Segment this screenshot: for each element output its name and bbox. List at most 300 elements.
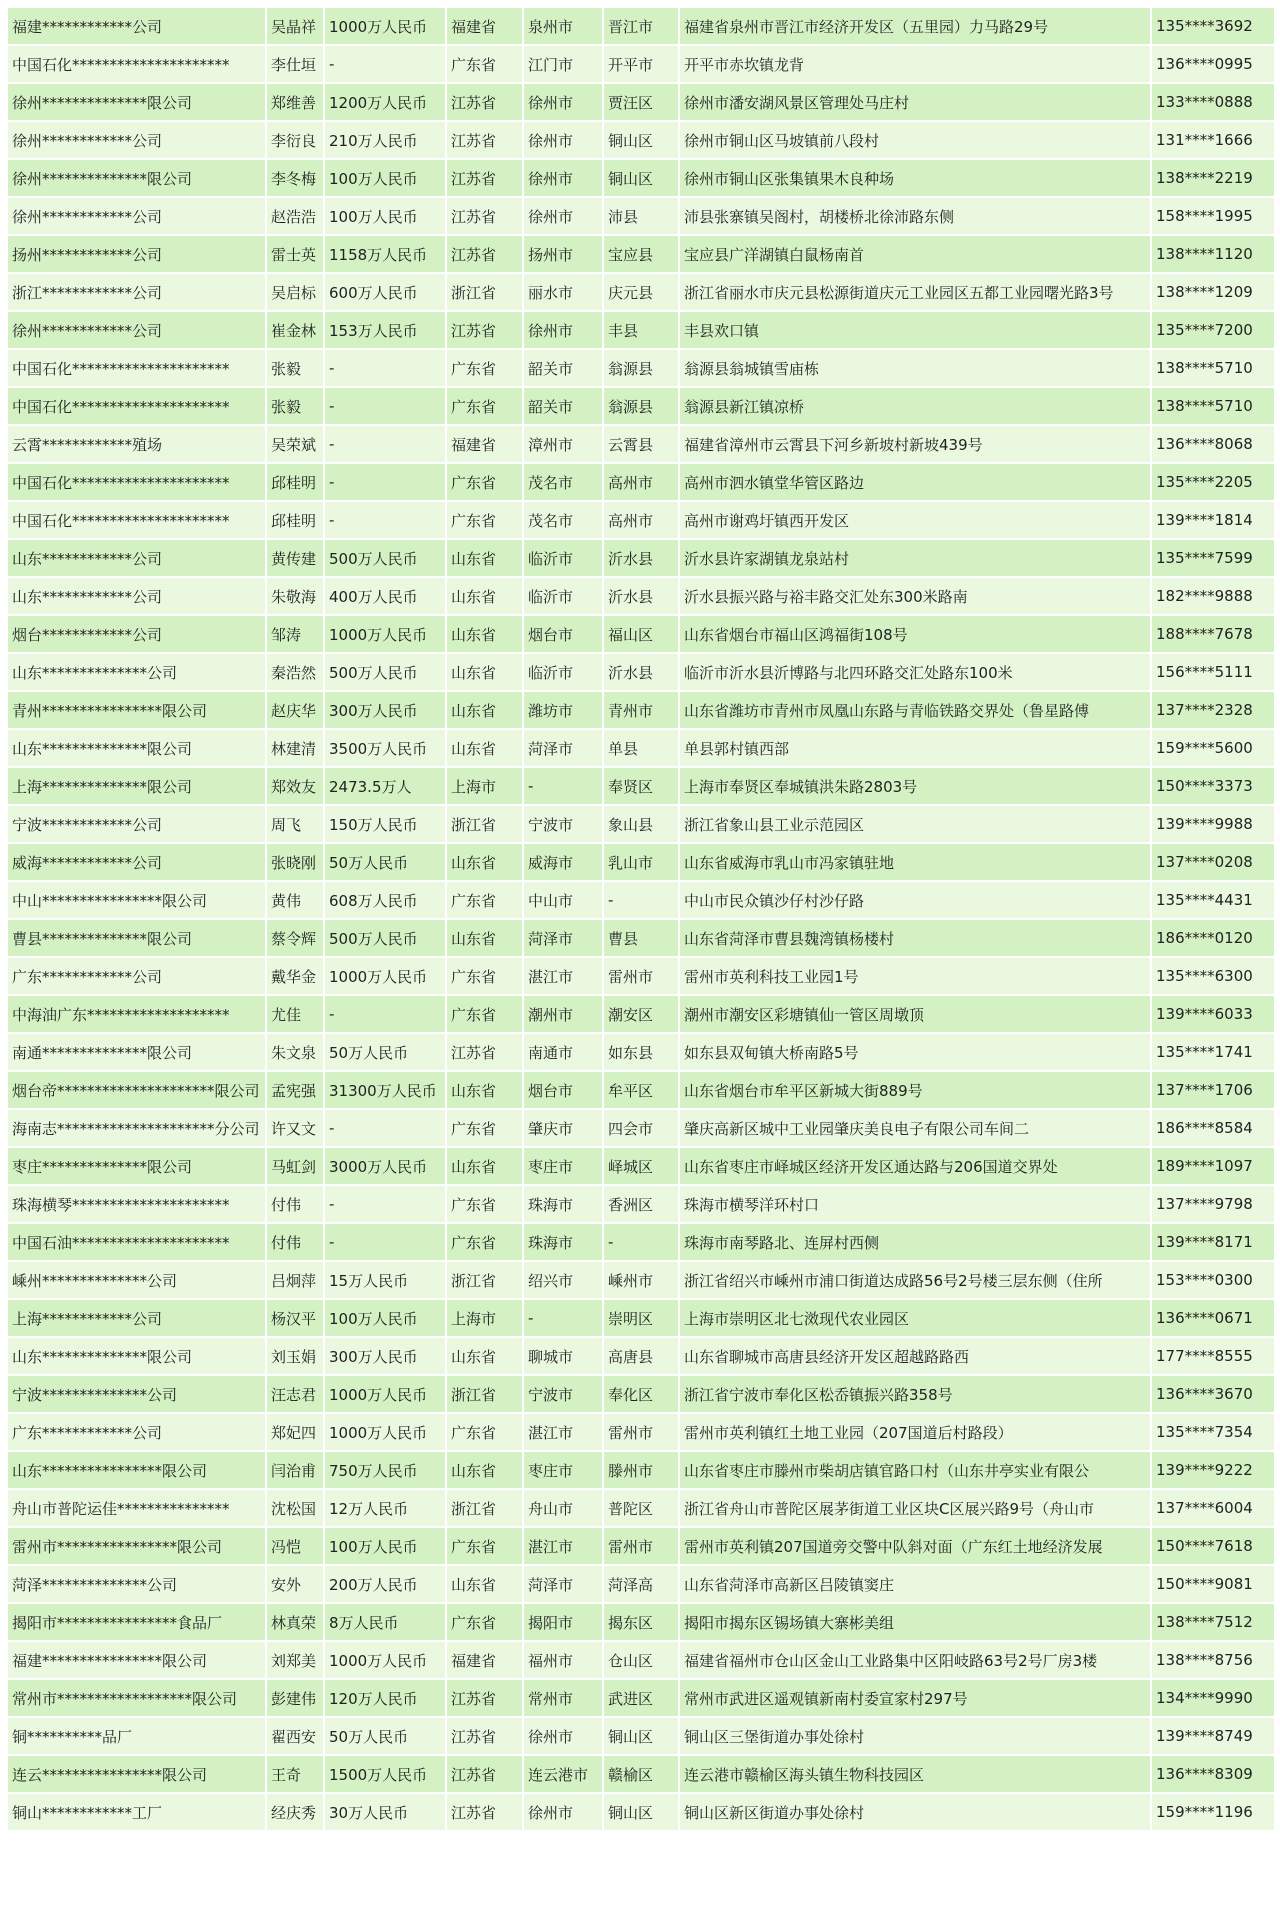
registered-capital-cell: -	[325, 464, 445, 500]
registered-capital-cell: -	[325, 388, 445, 424]
address-cell: 珠海市横琴洋环村口	[680, 1186, 1150, 1222]
address-cell: 雷州市英利科技工业园1号	[680, 958, 1150, 994]
city-cell: 徐州市	[524, 160, 602, 196]
registered-capital-cell: 50万人民币	[325, 1718, 445, 1754]
registered-capital-cell: 100万人民币	[325, 160, 445, 196]
phone-cell: 135****3692	[1152, 8, 1274, 44]
address-cell: 雷州市英利镇207国道旁交警中队斜对面（广东红土地经济发展	[680, 1528, 1150, 1564]
province-cell: 山东省	[447, 540, 522, 576]
city-cell: 揭阳市	[524, 1604, 602, 1640]
phone-cell: 177****8555	[1152, 1338, 1274, 1374]
city-cell: 烟台市	[524, 1072, 602, 1108]
phone-cell: 136****8309	[1152, 1756, 1274, 1792]
province-cell: 浙江省	[447, 1376, 522, 1412]
province-cell: 广东省	[447, 1186, 522, 1222]
company-name-cell: 连云****************限公司	[8, 1756, 265, 1792]
phone-cell: 138****8756	[1152, 1642, 1274, 1678]
contact-person-cell: 林建清	[267, 730, 323, 766]
company-name-cell: 中国石化*********************	[8, 502, 265, 538]
phone-cell: 139****8171	[1152, 1224, 1274, 1260]
company-name-cell: 山东************公司	[8, 540, 265, 576]
phone-cell: 150****7618	[1152, 1528, 1274, 1564]
district-cell: 奉化区	[604, 1376, 678, 1412]
contact-person-cell: 王奇	[267, 1756, 323, 1792]
table-row	[8, 1794, 1274, 1830]
district-cell: 崇明区	[604, 1300, 678, 1336]
address-cell: 浙江省绍兴市嵊州市浦口街道达成路56号2号楼三层东侧（住所	[680, 1262, 1150, 1298]
district-cell: 晋江市	[604, 8, 678, 44]
district-cell: 嵊州市	[604, 1262, 678, 1298]
address-cell: 翁源县新江镇凉桥	[680, 388, 1150, 424]
city-cell: 徐州市	[524, 198, 602, 234]
district-cell: 潮安区	[604, 996, 678, 1032]
city-cell: 枣庄市	[524, 1148, 602, 1184]
contact-person-cell: 吴晶祥	[267, 8, 323, 44]
registered-capital-cell: 1000万人民币	[325, 8, 445, 44]
registered-capital-cell: 100万人民币	[325, 198, 445, 234]
district-cell: 牟平区	[604, 1072, 678, 1108]
table-row	[8, 920, 1274, 956]
phone-cell: 188****7678	[1152, 616, 1274, 652]
registered-capital-cell: 1000万人民币	[325, 958, 445, 994]
phone-cell: 135****7354	[1152, 1414, 1274, 1450]
registered-capital-cell: 600万人民币	[325, 274, 445, 310]
district-cell: 庆元县	[604, 274, 678, 310]
phone-cell: 136****0671	[1152, 1300, 1274, 1336]
phone-cell: 136****0995	[1152, 46, 1274, 82]
address-cell: 潮州市潮安区彩塘镇仙一管区周墩顶	[680, 996, 1150, 1032]
address-cell: 丰县欢口镇	[680, 312, 1150, 348]
contact-person-cell: 吴荣斌	[267, 426, 323, 462]
table-row	[8, 1300, 1274, 1336]
table-row	[8, 996, 1274, 1032]
phone-cell: 139****6033	[1152, 996, 1274, 1032]
city-cell: 湛江市	[524, 1414, 602, 1450]
city-cell: 湛江市	[524, 1528, 602, 1564]
province-cell: 浙江省	[447, 1490, 522, 1526]
contact-person-cell: 刘玉娟	[267, 1338, 323, 1374]
table-row	[8, 160, 1274, 196]
address-cell: 上海市崇明区北七滧现代农业园区	[680, 1300, 1150, 1336]
company-name-cell: 徐州************公司	[8, 198, 265, 234]
company-name-cell: 广东************公司	[8, 1414, 265, 1450]
district-cell: 沛县	[604, 198, 678, 234]
province-cell: 江苏省	[447, 198, 522, 234]
city-cell: 丽水市	[524, 274, 602, 310]
table-row	[8, 464, 1274, 500]
table-row	[8, 1452, 1274, 1488]
registered-capital-cell: 100万人民币	[325, 1300, 445, 1336]
table-row	[8, 540, 1274, 576]
city-cell: 宁波市	[524, 1376, 602, 1412]
contact-person-cell: 安外	[267, 1566, 323, 1602]
registered-capital-cell: -	[325, 46, 445, 82]
city-cell: 江门市	[524, 46, 602, 82]
address-cell: 山东省聊城市高唐县经济开发区超越路路西	[680, 1338, 1150, 1374]
registered-capital-cell: 120万人民币	[325, 1680, 445, 1716]
company-name-cell: 徐州**************限公司	[8, 160, 265, 196]
province-cell: 山东省	[447, 692, 522, 728]
table-row	[8, 692, 1274, 728]
company-name-cell: 宁波**************公司	[8, 1376, 265, 1412]
phone-cell: 139****9222	[1152, 1452, 1274, 1488]
phone-cell: 138****2219	[1152, 160, 1274, 196]
phone-cell: 135****7599	[1152, 540, 1274, 576]
city-cell: 湛江市	[524, 958, 602, 994]
company-name-cell: 福建************公司	[8, 8, 265, 44]
phone-cell: 158****1995	[1152, 198, 1274, 234]
address-cell: 福建省漳州市云霄县下河乡新坡村新坡439号	[680, 426, 1150, 462]
registered-capital-cell: -	[325, 426, 445, 462]
city-cell: 菏泽市	[524, 920, 602, 956]
district-cell: 丰县	[604, 312, 678, 348]
address-cell: 铜山区新区街道办事处徐村	[680, 1794, 1150, 1830]
district-cell: 象山县	[604, 806, 678, 842]
address-cell: 福建省泉州市晋江市经济开发区（五里园）力马路29号	[680, 8, 1150, 44]
city-cell: 徐州市	[524, 1794, 602, 1830]
company-name-cell: 南通**************限公司	[8, 1034, 265, 1070]
table-row	[8, 1148, 1274, 1184]
registered-capital-cell: -	[325, 1186, 445, 1222]
registered-capital-cell: 750万人民币	[325, 1452, 445, 1488]
address-cell: 开平市赤坎镇龙背	[680, 46, 1150, 82]
table-row	[8, 1756, 1274, 1792]
district-cell: 揭东区	[604, 1604, 678, 1640]
address-cell: 沂水县振兴路与裕丰路交汇处东300米路南	[680, 578, 1150, 614]
province-cell: 广东省	[447, 388, 522, 424]
contact-person-cell: 刘郑美	[267, 1642, 323, 1678]
address-cell: 珠海市南琴路北、连屏村西侧	[680, 1224, 1150, 1260]
table-row	[8, 312, 1274, 348]
district-cell: 福山区	[604, 616, 678, 652]
address-cell: 沂水县许家湖镇龙泉站村	[680, 540, 1150, 576]
contact-person-cell: 许又文	[267, 1110, 323, 1146]
district-cell: 宝应县	[604, 236, 678, 272]
phone-cell: 135****7200	[1152, 312, 1274, 348]
company-name-cell: 烟台帝*********************限公司	[8, 1072, 265, 1108]
phone-cell: 139****8749	[1152, 1718, 1274, 1754]
district-cell: 奉贤区	[604, 768, 678, 804]
province-cell: 广东省	[447, 502, 522, 538]
table-row	[8, 768, 1274, 804]
company-name-cell: 广东************公司	[8, 958, 265, 994]
company-table	[6, 6, 1276, 1832]
province-cell: 浙江省	[447, 274, 522, 310]
province-cell: 山东省	[447, 730, 522, 766]
contact-person-cell: 沈松国	[267, 1490, 323, 1526]
district-cell: 开平市	[604, 46, 678, 82]
table-row	[8, 236, 1274, 272]
registered-capital-cell: 210万人民币	[325, 122, 445, 158]
address-cell: 单县郭村镇西部	[680, 730, 1150, 766]
table-row	[8, 1566, 1274, 1602]
phone-cell: 136****8068	[1152, 426, 1274, 462]
address-cell: 肇庆高新区城中工业园肇庆美良电子有限公司车间二	[680, 1110, 1150, 1146]
contact-person-cell: 郑维善	[267, 84, 323, 120]
district-cell: 单县	[604, 730, 678, 766]
company-name-cell: 徐州************公司	[8, 312, 265, 348]
district-cell: 赣榆区	[604, 1756, 678, 1792]
phone-cell: 135****6300	[1152, 958, 1274, 994]
registered-capital-cell: -	[325, 502, 445, 538]
address-cell: 徐州市铜山区张集镇果木良种场	[680, 160, 1150, 196]
table-row	[8, 654, 1274, 690]
contact-person-cell: 赵庆华	[267, 692, 323, 728]
phone-cell: 139****9988	[1152, 806, 1274, 842]
address-cell: 临沂市沂水县沂博路与北四环路交汇处路东100米	[680, 654, 1150, 690]
table-row	[8, 1034, 1274, 1070]
address-cell: 上海市奉贤区奉城镇洪朱路2803号	[680, 768, 1150, 804]
district-cell: 翁源县	[604, 350, 678, 386]
district-cell: -	[604, 1224, 678, 1260]
company-name-cell: 铜山************工厂	[8, 1794, 265, 1830]
table-row	[8, 1528, 1274, 1564]
company-name-cell: 海南志*********************分公司	[8, 1110, 265, 1146]
phone-cell: 156****5111	[1152, 654, 1274, 690]
phone-cell: 137****2328	[1152, 692, 1274, 728]
province-cell: 山东省	[447, 1452, 522, 1488]
address-cell: 山东省威海市乳山市冯家镇驻地	[680, 844, 1150, 880]
phone-cell: 137****6004	[1152, 1490, 1274, 1526]
address-cell: 浙江省舟山市普陀区展茅街道工业区块C区展兴路9号（舟山市	[680, 1490, 1150, 1526]
registered-capital-cell: 300万人民币	[325, 1338, 445, 1374]
phone-cell: 135****1741	[1152, 1034, 1274, 1070]
company-name-cell: 嵊州**************公司	[8, 1262, 265, 1298]
district-cell: 青州市	[604, 692, 678, 728]
table-row	[8, 84, 1274, 120]
province-cell: 广东省	[447, 464, 522, 500]
registered-capital-cell: 1500万人民币	[325, 1756, 445, 1792]
registered-capital-cell: 500万人民币	[325, 920, 445, 956]
province-cell: 广东省	[447, 1604, 522, 1640]
address-cell: 山东省枣庄市滕州市柴胡店镇官路口村（山东井亭实业有限公	[680, 1452, 1150, 1488]
district-cell: 雷州市	[604, 1528, 678, 1564]
company-name-cell: 山东**************公司	[8, 654, 265, 690]
city-cell: 聊城市	[524, 1338, 602, 1374]
province-cell: 江苏省	[447, 122, 522, 158]
company-table-container	[6, 6, 1274, 1832]
registered-capital-cell: 2473.5万人	[325, 768, 445, 804]
city-cell: 临沂市	[524, 654, 602, 690]
table-row	[8, 502, 1274, 538]
city-cell: 宁波市	[524, 806, 602, 842]
registered-capital-cell: 300万人民币	[325, 692, 445, 728]
table-row	[8, 388, 1274, 424]
table-row	[8, 198, 1274, 234]
province-cell: 江苏省	[447, 1680, 522, 1716]
company-name-cell: 中海油广东*******************	[8, 996, 265, 1032]
province-cell: 广东省	[447, 1224, 522, 1260]
contact-person-cell: 付伟	[267, 1224, 323, 1260]
city-cell: 中山市	[524, 882, 602, 918]
contact-person-cell: 吴启标	[267, 274, 323, 310]
contact-person-cell: 吕炯萍	[267, 1262, 323, 1298]
province-cell: 山东省	[447, 578, 522, 614]
registered-capital-cell: 1200万人民币	[325, 84, 445, 120]
table-row	[8, 1224, 1274, 1260]
table-row	[8, 844, 1274, 880]
company-name-cell: 中国石化*********************	[8, 464, 265, 500]
province-cell: 广东省	[447, 46, 522, 82]
district-cell: 曹县	[604, 920, 678, 956]
registered-capital-cell: 1000万人民币	[325, 1642, 445, 1678]
phone-cell: 138****7512	[1152, 1604, 1274, 1640]
province-cell: 广东省	[447, 882, 522, 918]
address-cell: 浙江省象山县工业示范园区	[680, 806, 1150, 842]
province-cell: 山东省	[447, 1566, 522, 1602]
address-cell: 浙江省宁波市奉化区松岙镇振兴路358号	[680, 1376, 1150, 1412]
company-name-cell: 浙江************公司	[8, 274, 265, 310]
registered-capital-cell: -	[325, 996, 445, 1032]
province-cell: 福建省	[447, 426, 522, 462]
district-cell: 沂水县	[604, 540, 678, 576]
registered-capital-cell: 1000万人民币	[325, 616, 445, 652]
table-row	[8, 1072, 1274, 1108]
table-row	[8, 1414, 1274, 1450]
phone-cell: 159****5600	[1152, 730, 1274, 766]
contact-person-cell: 周飞	[267, 806, 323, 842]
address-cell: 高州市谢鸡圩镇西开发区	[680, 502, 1150, 538]
contact-person-cell: 孟宪强	[267, 1072, 323, 1108]
company-name-cell: 枣庄**************限公司	[8, 1148, 265, 1184]
registered-capital-cell: 3000万人民币	[325, 1148, 445, 1184]
address-cell: 山东省枣庄市峄城区经济开发区通达路与206国道交界处	[680, 1148, 1150, 1184]
contact-person-cell: 张毅	[267, 388, 323, 424]
province-cell: 江苏省	[447, 1756, 522, 1792]
company-name-cell: 常州市******************限公司	[8, 1680, 265, 1716]
province-cell: 广东省	[447, 958, 522, 994]
company-name-cell: 上海**************限公司	[8, 768, 265, 804]
table-row	[8, 1642, 1274, 1678]
registered-capital-cell: 31300万人民币	[325, 1072, 445, 1108]
address-cell: 山东省菏泽市曹县魏湾镇杨楼村	[680, 920, 1150, 956]
table-row	[8, 8, 1274, 44]
district-cell: 仓山区	[604, 1642, 678, 1678]
contact-person-cell: 张晓刚	[267, 844, 323, 880]
city-cell: 福州市	[524, 1642, 602, 1678]
registered-capital-cell: -	[325, 350, 445, 386]
registered-capital-cell: 30万人民币	[325, 1794, 445, 1830]
city-cell: 绍兴市	[524, 1262, 602, 1298]
city-cell: 徐州市	[524, 122, 602, 158]
city-cell: 菏泽市	[524, 1566, 602, 1602]
phone-cell: 138****5710	[1152, 350, 1274, 386]
company-name-cell: 雷州市****************限公司	[8, 1528, 265, 1564]
contact-person-cell: 蔡令辉	[267, 920, 323, 956]
province-cell: 广东省	[447, 1110, 522, 1146]
company-name-cell: 山东**************限公司	[8, 730, 265, 766]
phone-cell: 189****1097	[1152, 1148, 1274, 1184]
contact-person-cell: 朱敬海	[267, 578, 323, 614]
province-cell: 广东省	[447, 1414, 522, 1450]
contact-person-cell: 李仕垣	[267, 46, 323, 82]
table-row	[8, 1604, 1274, 1640]
district-cell: 铜山区	[604, 1794, 678, 1830]
contact-person-cell: 林真荣	[267, 1604, 323, 1640]
contact-person-cell: 戴华金	[267, 958, 323, 994]
city-cell: 韶关市	[524, 388, 602, 424]
company-name-cell: 中国石化*********************	[8, 388, 265, 424]
city-cell: 肇庆市	[524, 1110, 602, 1146]
contact-person-cell: 邹涛	[267, 616, 323, 652]
table-row	[8, 426, 1274, 462]
company-name-cell: 上海************公司	[8, 1300, 265, 1336]
contact-person-cell: 赵浩浩	[267, 198, 323, 234]
city-cell: 潮州市	[524, 996, 602, 1032]
district-cell: 铜山区	[604, 160, 678, 196]
city-cell: 临沂市	[524, 578, 602, 614]
phone-cell: 137****0208	[1152, 844, 1274, 880]
phone-cell: 138****5710	[1152, 388, 1274, 424]
registered-capital-cell: 153万人民币	[325, 312, 445, 348]
company-name-cell: 中山****************限公司	[8, 882, 265, 918]
registered-capital-cell: 400万人民币	[325, 578, 445, 614]
province-cell: 山东省	[447, 1072, 522, 1108]
province-cell: 山东省	[447, 654, 522, 690]
table-row	[8, 350, 1274, 386]
registered-capital-cell: 15万人民币	[325, 1262, 445, 1298]
table-row	[8, 1718, 1274, 1754]
table-row	[8, 1680, 1274, 1716]
contact-person-cell: 郑效友	[267, 768, 323, 804]
registered-capital-cell: 1158万人民币	[325, 236, 445, 272]
company-name-cell: 徐州**************限公司	[8, 84, 265, 120]
contact-person-cell: 李冬梅	[267, 160, 323, 196]
district-cell: 乳山市	[604, 844, 678, 880]
address-cell: 宝应县广洋湖镇白鼠杨南首	[680, 236, 1150, 272]
city-cell: -	[524, 768, 602, 804]
company-name-cell: 中国石化*********************	[8, 46, 265, 82]
district-cell: 沂水县	[604, 654, 678, 690]
phone-cell: 138****1120	[1152, 236, 1274, 272]
company-name-cell: 中国石化*********************	[8, 350, 265, 386]
district-cell: 四会市	[604, 1110, 678, 1146]
registered-capital-cell: 3500万人民币	[325, 730, 445, 766]
company-name-cell: 烟台************公司	[8, 616, 265, 652]
table-row	[8, 1338, 1274, 1374]
district-cell: 翁源县	[604, 388, 678, 424]
city-cell: 菏泽市	[524, 730, 602, 766]
table-row	[8, 1186, 1274, 1222]
district-cell: 铜山区	[604, 122, 678, 158]
table-row	[8, 1110, 1274, 1146]
registered-capital-cell: 50万人民币	[325, 1034, 445, 1070]
city-cell: 枣庄市	[524, 1452, 602, 1488]
district-cell: 雷州市	[604, 958, 678, 994]
registered-capital-cell: 608万人民币	[325, 882, 445, 918]
city-cell: 舟山市	[524, 1490, 602, 1526]
city-cell: 徐州市	[524, 1718, 602, 1754]
province-cell: 浙江省	[447, 1262, 522, 1298]
registered-capital-cell: 500万人民币	[325, 540, 445, 576]
registered-capital-cell: 200万人民币	[325, 1566, 445, 1602]
phone-cell: 134****9990	[1152, 1680, 1274, 1716]
city-cell: 珠海市	[524, 1186, 602, 1222]
table-row	[8, 122, 1274, 158]
city-cell: 茂名市	[524, 502, 602, 538]
address-cell: 铜山区三堡街道办事处徐村	[680, 1718, 1150, 1754]
contact-person-cell: 黄传建	[267, 540, 323, 576]
city-cell: 潍坊市	[524, 692, 602, 728]
contact-person-cell: 邱桂明	[267, 464, 323, 500]
city-cell: 扬州市	[524, 236, 602, 272]
province-cell: 江苏省	[447, 1794, 522, 1830]
city-cell: 连云港市	[524, 1756, 602, 1792]
phone-cell: 133****0888	[1152, 84, 1274, 120]
district-cell: -	[604, 882, 678, 918]
province-cell: 广东省	[447, 996, 522, 1032]
registered-capital-cell: 50万人民币	[325, 844, 445, 880]
